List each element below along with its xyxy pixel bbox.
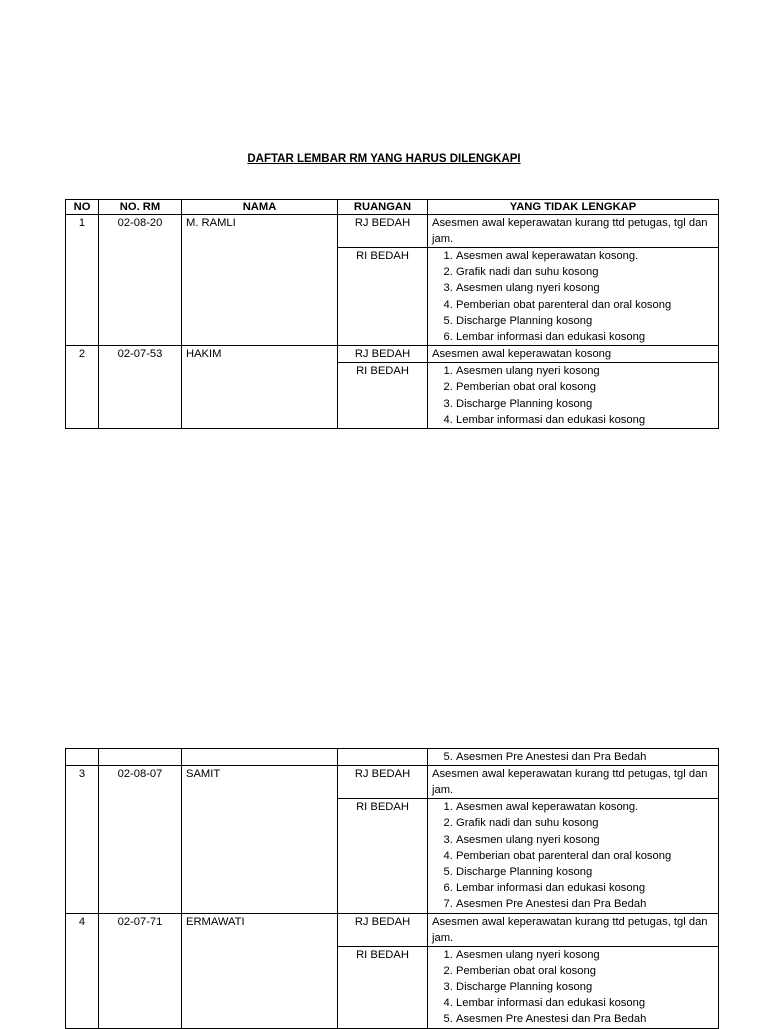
patient-no: 4: [66, 913, 99, 1028]
incomplete-items-list: [432, 363, 714, 428]
ruangan-cell: RI BEDAH: [338, 248, 428, 346]
table-header-row: [66, 200, 719, 215]
ruangan-cell: RJ BEDAH: [338, 766, 428, 799]
list-item: 1. Asesmen awal keperawatan kosong.: [456, 248, 714, 264]
list-item: 4. Lembar informasi dan edukasi kosong: [456, 412, 714, 428]
ruangan-cell: RJ BEDAH: [338, 913, 428, 946]
list-item: 6. Lembar informasi dan edukasi kosong: [456, 880, 714, 896]
ruangan-cell: RJ BEDAH: [338, 346, 428, 363]
incomplete-items-cell: Asesmen awal keperawatan kurang ttd petugas, tgl dan jam.: [428, 913, 719, 946]
incomplete-items-cell: Asesmen awal keperawatan kurang ttd petugas, tgl dan jam.: [428, 215, 719, 248]
incomplete-items-cell: [428, 946, 719, 1028]
patient-rm-number: 02-08-07: [99, 766, 182, 913]
incomplete-items-cell: Asesmen awal keperawatan kurang ttd petugas, tgl dan jam.: [428, 766, 719, 799]
list-item: 4. Lembar informasi dan edukasi kosong: [456, 995, 714, 1011]
patient-name: M. RAMLI: [182, 215, 338, 346]
patient-name: HAKIM: [182, 346, 338, 429]
ruangan-cell: RJ BEDAH: [338, 215, 428, 248]
patient-no: 3: [66, 766, 99, 913]
header-ruangan: RUANGAN: [338, 200, 428, 215]
list-item: 2. Grafik nadi dan suhu kosong: [456, 815, 714, 831]
list-item: 1. Asesmen ulang nyeri kosong: [456, 947, 714, 963]
list-item: 1. Asesmen awal keperawatan kosong.: [456, 799, 714, 815]
list-item: 5. Asesmen Pre Anestesi dan Pra Bedah: [456, 1011, 714, 1027]
patient-no: 2: [66, 346, 99, 429]
incomplete-items-cell: Asesmen awal keperawatan kosong: [428, 346, 719, 363]
list-item: 7. Asesmen Pre Anestesi dan Pra Bedah: [456, 896, 714, 912]
header-nama: NAMA: [182, 200, 338, 215]
continuation-row: [66, 749, 719, 766]
header-no-rm: NO. RM: [99, 200, 182, 215]
list-item: 3. Discharge Planning kosong: [456, 396, 714, 412]
incomplete-records-table-page-1: [65, 199, 719, 429]
incomplete-items-cell: [428, 799, 719, 913]
header-yang-tidak-lengkap: YANG TIDAK LENGKAP: [428, 200, 719, 215]
table-row: [66, 215, 719, 248]
list-item: 2. Pemberian obat oral kosong: [456, 963, 714, 979]
list-item: 1. Asesmen ulang nyeri kosong: [456, 363, 714, 379]
incomplete-items-list: [432, 248, 714, 345]
list-item: 5. Asesmen Pre Anestesi dan Pra Bedah: [456, 749, 714, 765]
document-title: DAFTAR LEMBAR RM YANG HARUS DILENGKAPI: [247, 153, 521, 165]
empty-cell: [338, 749, 428, 766]
table-row: [66, 346, 719, 363]
list-item: 3. Asesmen ulang nyeri kosong: [456, 832, 714, 848]
incomplete-items-list: [432, 947, 714, 1028]
table-row: [66, 766, 719, 799]
continued-items-list: [432, 749, 714, 765]
continued-items-cell: [428, 749, 719, 766]
patient-name: SAMIT: [182, 766, 338, 913]
list-item: 4. Pemberian obat parenteral dan oral kosong: [456, 848, 714, 864]
ruangan-cell: RI BEDAH: [338, 363, 428, 429]
empty-cell: [66, 749, 99, 766]
empty-cell: [99, 749, 182, 766]
patient-rm-number: 02-08-20: [99, 215, 182, 346]
table-row: [66, 913, 719, 946]
list-item: 6. Lembar informasi dan edukasi kosong: [456, 329, 714, 345]
list-item: 3. Discharge Planning kosong: [456, 979, 714, 995]
patient-rm-number: 02-07-53: [99, 346, 182, 429]
list-item: 5. Discharge Planning kosong: [456, 313, 714, 329]
incomplete-items-cell: [428, 248, 719, 346]
patient-rm-number: 02-07-71: [99, 913, 182, 1028]
patient-no: 1: [66, 215, 99, 346]
incomplete-records-table-page-2: [65, 748, 719, 1029]
list-item: 2. Grafik nadi dan suhu kosong: [456, 264, 714, 280]
ruangan-cell: RI BEDAH: [338, 799, 428, 913]
ruangan-cell: RI BEDAH: [338, 946, 428, 1028]
empty-cell: [182, 749, 338, 766]
list-item: 4. Pemberian obat parenteral dan oral kosong: [456, 297, 714, 313]
patient-name: ERMAWATI: [182, 913, 338, 1028]
header-no: NO: [66, 200, 99, 215]
list-item: 3. Asesmen ulang nyeri kosong: [456, 280, 714, 296]
incomplete-items-list: [432, 799, 714, 912]
list-item: 2. Pemberian obat oral kosong: [456, 379, 714, 395]
list-item: 5. Discharge Planning kosong: [456, 864, 714, 880]
incomplete-items-cell: [428, 363, 719, 429]
